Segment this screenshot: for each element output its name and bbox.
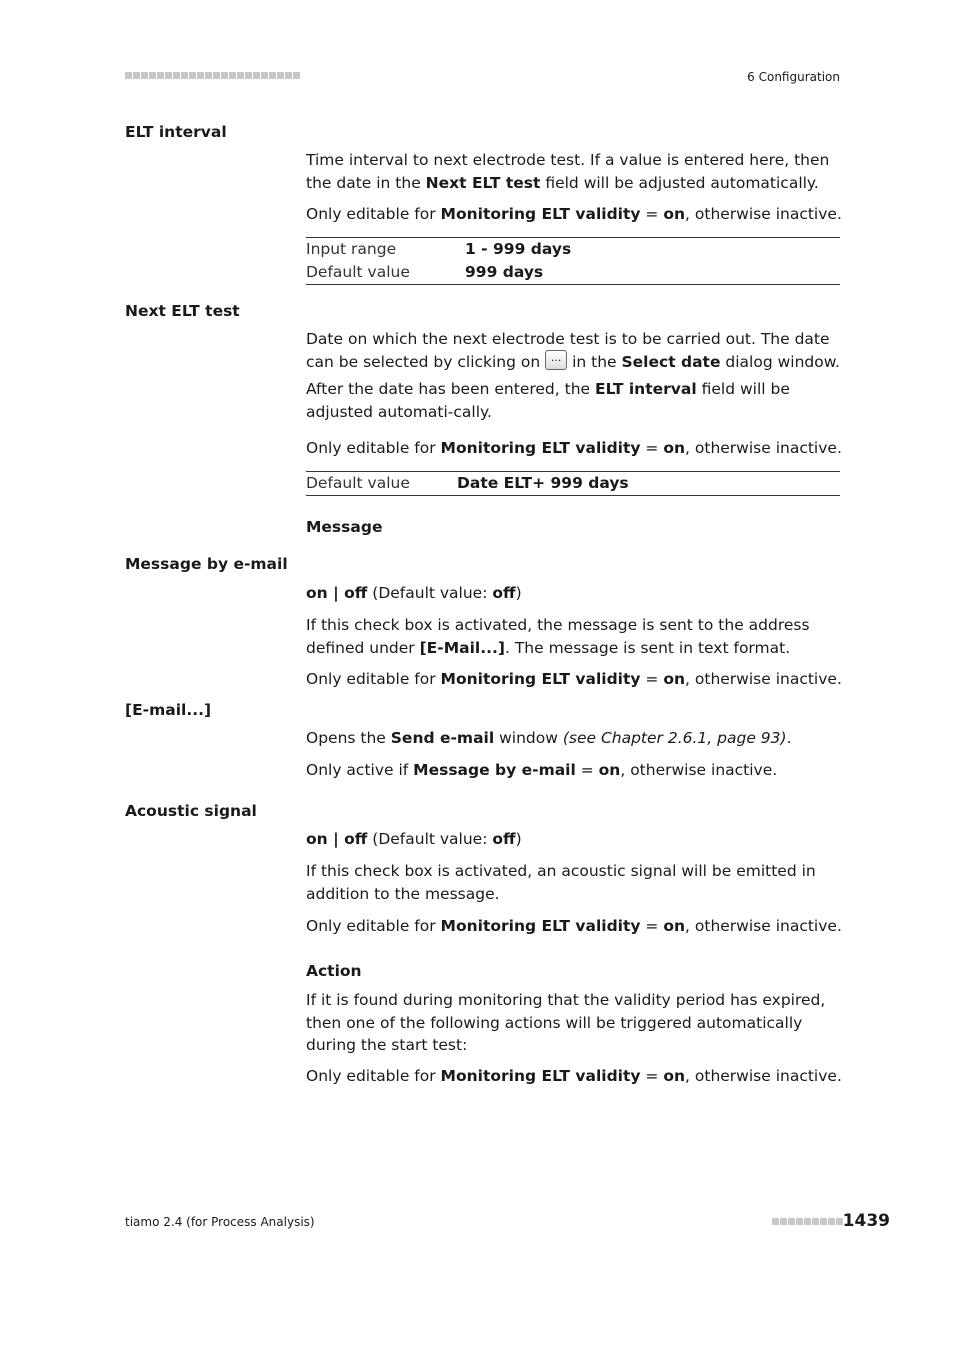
- footer-decoration: [772, 1218, 843, 1226]
- elt-interval-description: Time interval to next electrode test. If a value is entered here, then the date in the Next ELT test field will be adjusted automatically.: [306, 151, 830, 192]
- section-heading-message: Message: [306, 518, 383, 536]
- email-button-active-note: Only active if Message by e-mail = on, otherwise inactive.: [306, 761, 778, 779]
- acoustic-signal-editable-note: Only editable for Monitoring ELT validity = on, otherwise inactive.: [306, 917, 842, 935]
- acoustic-signal-options: on | off (Default value: off): [306, 830, 522, 848]
- term-acoustic-signal: Acoustic signal: [125, 802, 257, 820]
- email-button-description: Opens the Send e-mail window (see Chapter 2.6.1, page 93).: [306, 729, 792, 747]
- page-number: 1439: [842, 1211, 890, 1231]
- message-by-email-options: on | off (Default value: off): [306, 584, 522, 602]
- message-by-email-editable-note: Only editable for Monitoring ELT validity = on, otherwise inactive.: [306, 670, 842, 688]
- elt-interval-editable-note: Only editable for Monitoring ELT validity = on, otherwise inactive.: [306, 205, 842, 223]
- chapter-title: 6 Configuration: [747, 70, 840, 84]
- chapter-reference-link[interactable]: (see Chapter 2.6.1, page 93): [562, 729, 787, 747]
- section-heading-action: Action: [306, 962, 362, 980]
- table-row: Default value Date ELT+ 999 days: [306, 474, 629, 492]
- table-row: Default value 999 days: [306, 263, 544, 281]
- term-elt-interval: ELT interval: [125, 123, 227, 141]
- ellipsis-button-icon: ...: [545, 350, 567, 370]
- footer-product: tiamo 2.4 (for Process Analysis): [125, 1215, 315, 1229]
- action-editable-note: Only editable for Monitoring ELT validity = on, otherwise inactive.: [306, 1067, 842, 1085]
- acoustic-signal-description: If this check box is activated, an acoustic signal will be emitted in addition to the message.: [306, 862, 816, 903]
- next-elt-test-table: [306, 471, 840, 496]
- action-description: If it is found during monitoring that the validity period has expired, then one of the following actions will be triggered automatically during the start test:: [306, 991, 826, 1054]
- message-by-email-description: If this check box is activated, the message is sent to the address defined under [E-Mail...]. The message is sent in text format.: [306, 616, 810, 657]
- next-elt-test-description: Date on which the next electrode test is to be carried out. The date can be selected by clicking on ... in the Select date dialog window. After the date has been entered, the ELT interval field will be adjusted automati-cally.: [306, 330, 840, 421]
- term-message-by-email: Message by e-mail: [125, 555, 288, 573]
- term-email-button: [E-mail...]: [125, 701, 212, 719]
- table-row: Input range 1 - 999 days: [306, 240, 572, 258]
- next-elt-test-editable-note: Only editable for Monitoring ELT validity = on, otherwise inactive.: [306, 439, 842, 457]
- elt-interval-table: [306, 237, 840, 285]
- term-next-elt-test: Next ELT test: [125, 302, 240, 320]
- header-decoration: [125, 72, 300, 80]
